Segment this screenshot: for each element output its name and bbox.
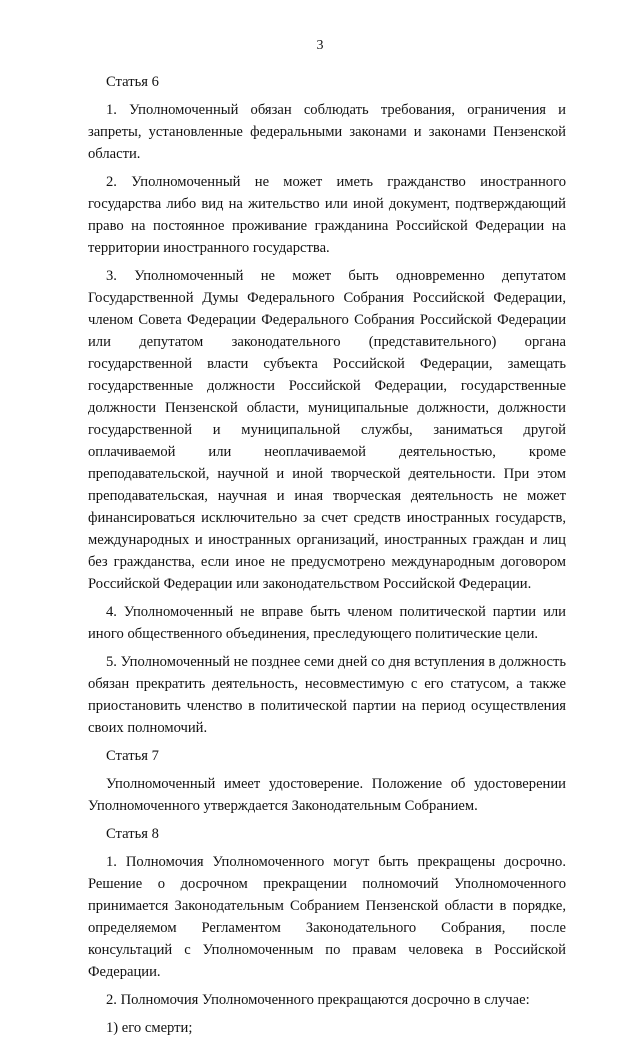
paragraph: 1. Полномочия Уполномоченного могут быть прекращены досрочно. Решение о досрочном прекращении полномочий Уполномоченного принимается Законодательным Собранием Пензенской области в порядке, определяемом Регламентом Законодательного Собрания, после консультаций с Уполномоченным по правам человека в Российской Федерации. <box>88 854 566 980</box>
paragraph: 4. Уполномоченный не вправе быть членом политической партии или иного общественного объединения, преследующего политические цели. <box>88 604 566 642</box>
article-heading: Статья 8 <box>106 826 159 842</box>
article-heading: Статья 6 <box>106 74 159 90</box>
paragraph: 2. Полномочия Уполномоченного прекращаются досрочно в случае: <box>106 992 530 1008</box>
paragraph: Уполномоченный имеет удостоверение. Положение об удостоверении Уполномоченного утверждается Законодательным Собранием. <box>88 776 566 814</box>
article-heading: Статья 7 <box>106 748 159 764</box>
list-item: 1) его смерти; <box>106 1020 193 1036</box>
paragraph: 5. Уполномоченный не позднее семи дней со дня вступления в должность обязан прекратить деятельность, несовместимую с его статусом, а также приостановить членство в политической партии на период осуществления своих полномочий. <box>88 654 566 736</box>
page-number: 3 <box>316 38 324 53</box>
paragraph: 1. Уполномоченный обязан соблюдать требования, ограничения и запреты, установленные федеральными законами и законами Пензенской области. <box>88 102 566 162</box>
document-body <box>88 71 566 1045</box>
paragraph: 3. Уполномоченный не может быть одновременно депутатом Государственной Думы Федерального Собрания Российской Федерации, членом Совета Федерации Федерального Собрания Российской Федерации или депутатом законодательного (представительного) органа государственной власти субъекта Российской Федерации, замещать государственные должности Российской Федерации, государственные должности Пензенской области, муниципальные должности, должности государственной и муниципальной службы, заниматься другой оплачиваемой или неоплачиваемой деятельностью, кроме преподавательской, научной и иной творческой деятельности. При этом преподавательская, научная и иная творческая деятельность не может финансироваться исключительно за счет средств иностранных государств, международных и иностранных организаций, иностранных граждан и лиц без гражданства, если иное не предусмотрено международным договором Российской Федерации или законодательством Российской Федерации. <box>88 268 566 592</box>
paragraph: 2. Уполномоченный не может иметь гражданство иностранного государства либо вид на жительство или иной документ, подтверждающий право на постоянное проживание гражданина Российской Федерации на территории иностранного государства. <box>88 174 566 256</box>
